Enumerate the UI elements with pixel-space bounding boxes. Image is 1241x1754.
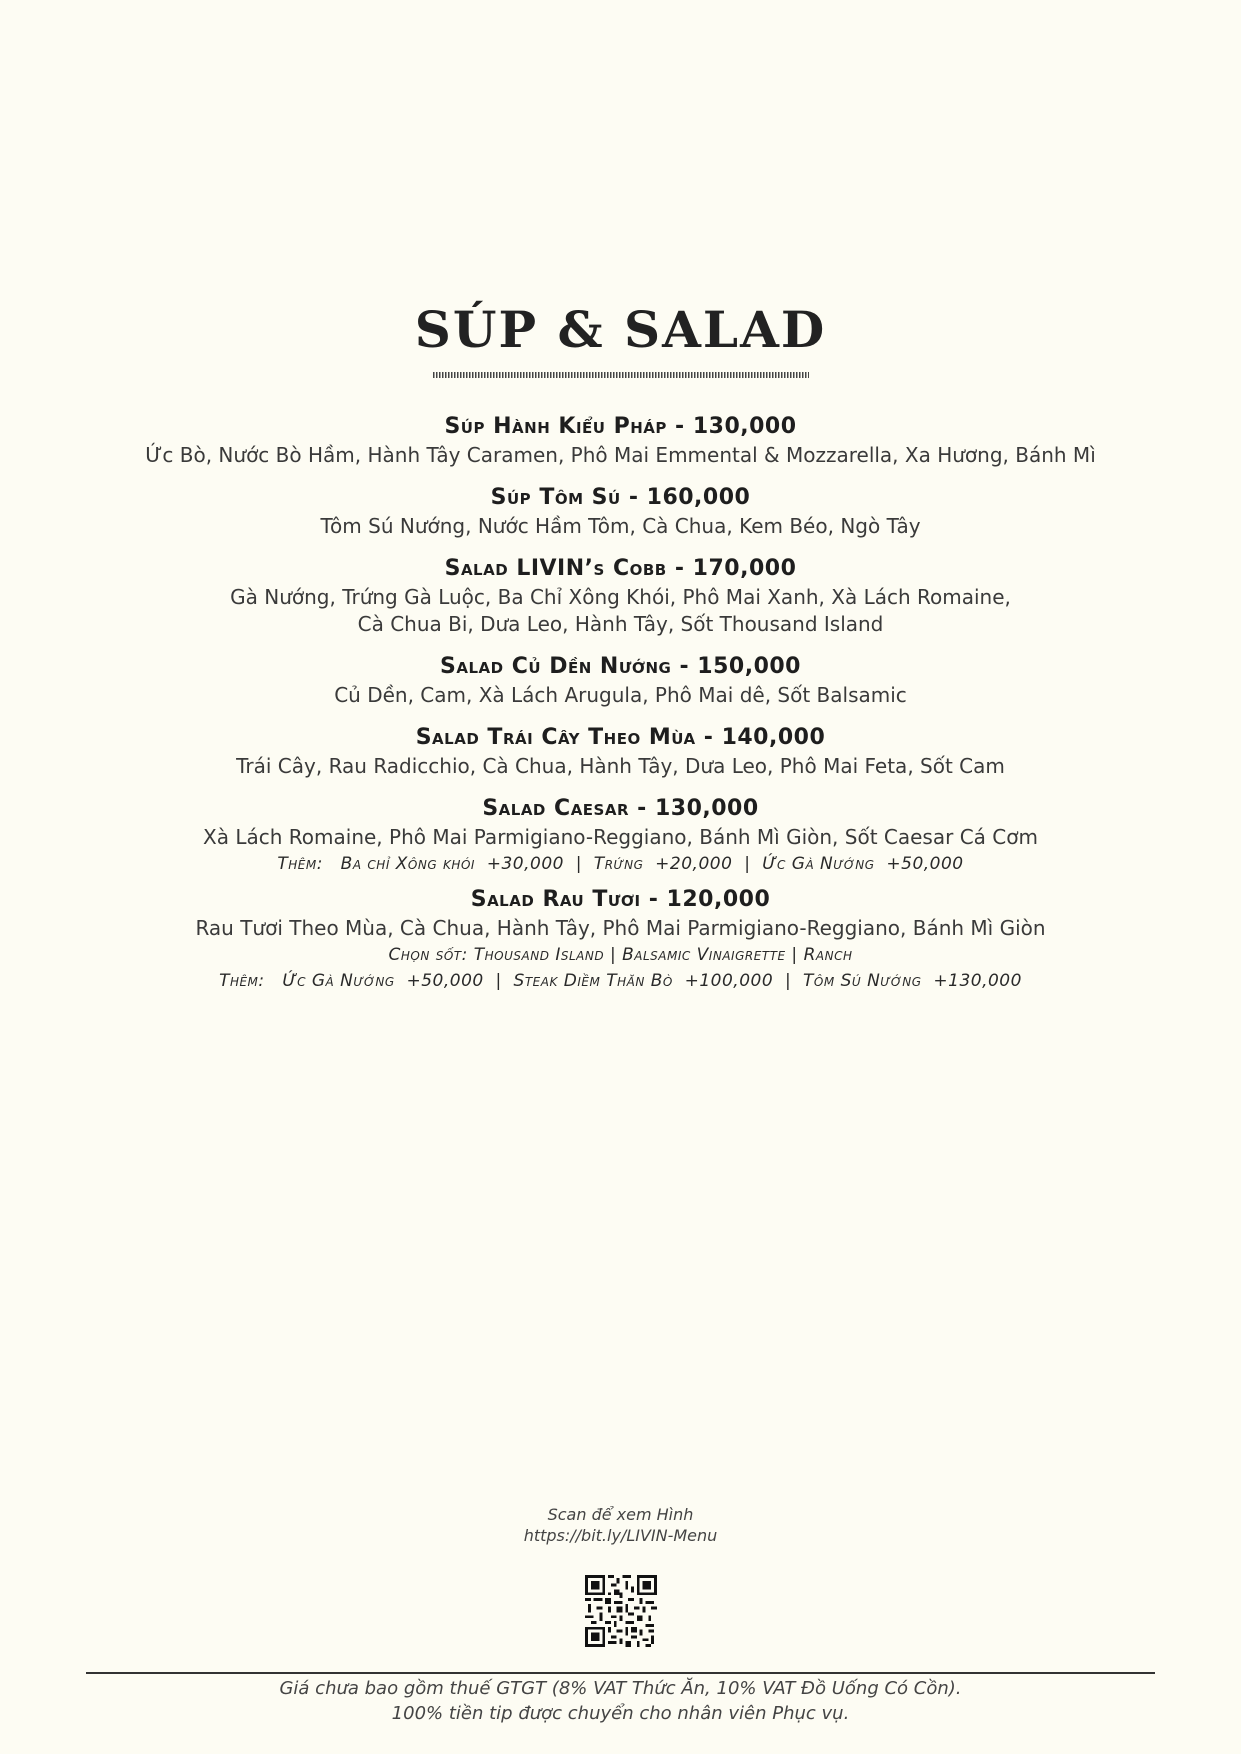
menu-item xyxy=(0,794,1241,877)
item-name: Súp Tôm Sú - 160,000 xyxy=(490,485,751,510)
scan-info xyxy=(0,1504,1241,1546)
item-description: Rau Tươi Theo Mùa, Cà Chua, Hành Tây, Phô Mai Parmigiano-Reggiano, Bánh Mì Giòn xyxy=(195,916,1046,940)
item-description: Trái Cây, Rau Radicchio, Cà Chua, Hành Tây, Dưa Leo, Phô Mai Feta, Sốt Cam xyxy=(236,754,1005,778)
item-name: Salad Caesar - 130,000 xyxy=(482,796,759,821)
item-description: Xà Lách Romaine, Phô Mai Parmigiano-Reggiano, Bánh Mì Giòn, Sốt Caesar Cá Cơm xyxy=(203,825,1038,849)
menu-item xyxy=(0,885,1241,994)
item-addons: Thêm: Ức Gà Nướng +50,000 | Steak Diềm Thăn Bò +100,000 | Tôm Sú Nướng +130,000 xyxy=(219,971,1022,991)
qr-code-icon[interactable] xyxy=(585,1575,657,1647)
item-sauce-options: Chọn sốt: Thousand Island | Balsamic Vinaigrette | Ranch xyxy=(388,945,853,965)
footer-note xyxy=(0,1676,1241,1726)
menu-item xyxy=(0,412,1241,469)
menu-link[interactable]: https://bit.ly/LIVIN-Menu xyxy=(523,1526,718,1545)
item-description: Củ Dền, Cam, Xà Lách Arugula, Phô Mai dê, Sốt Balsamic xyxy=(334,683,907,707)
item-description: Cà Chua Bi, Dưa Leo, Hành Tây, Sốt Thousand Island xyxy=(357,612,884,636)
page-title: SÚP & SALAD xyxy=(414,300,827,359)
menu-item xyxy=(0,652,1241,709)
title-underline xyxy=(433,372,809,378)
item-name: Súp Hành Kiểu Pháp - 130,000 xyxy=(444,414,797,439)
item-name: Salad Rau Tươi - 120,000 xyxy=(470,887,771,912)
item-name: Salad Củ Dền Nướng - 150,000 xyxy=(439,654,801,679)
item-description: Tôm Sú Nướng, Nước Hầm Tôm, Cà Chua, Kem Béo, Ngò Tây xyxy=(320,514,921,538)
item-description: Ức Bò, Nước Bò Hầm, Hành Tây Caramen, Phô Mai Emmental & Mozzarella, Xa Hương, Bánh Mì xyxy=(145,443,1096,467)
item-addons: Thêm: Ba chỉ Xông khói +30,000 | Trứng +20,000 | Ức Gà Nướng +50,000 xyxy=(277,854,964,874)
menu-item xyxy=(0,483,1241,540)
footer-divider xyxy=(86,1672,1155,1674)
menu-list xyxy=(0,412,1241,1008)
item-name: Salad LIVIN’s Cobb - 170,000 xyxy=(444,556,797,581)
item-description: Gà Nướng, Trứng Gà Luộc, Ba Chỉ Xông Khói, Phô Mai Xanh, Xà Lách Romaine, xyxy=(230,585,1011,609)
menu-item xyxy=(0,723,1241,780)
scan-caption: Scan để xem Hình xyxy=(547,1505,694,1524)
item-name: Salad Trái Cây Theo Mùa - 140,000 xyxy=(415,725,826,750)
footer-tip-note: 100% tiền tip được chuyển cho nhân viên Phục vụ. xyxy=(391,1703,850,1724)
footer-tax-note: Giá chưa bao gồm thuế GTGT (8% VAT Thức Ăn, 10% VAT Đồ Uống Có Cồn). xyxy=(279,1678,962,1699)
menu-item xyxy=(0,554,1241,638)
